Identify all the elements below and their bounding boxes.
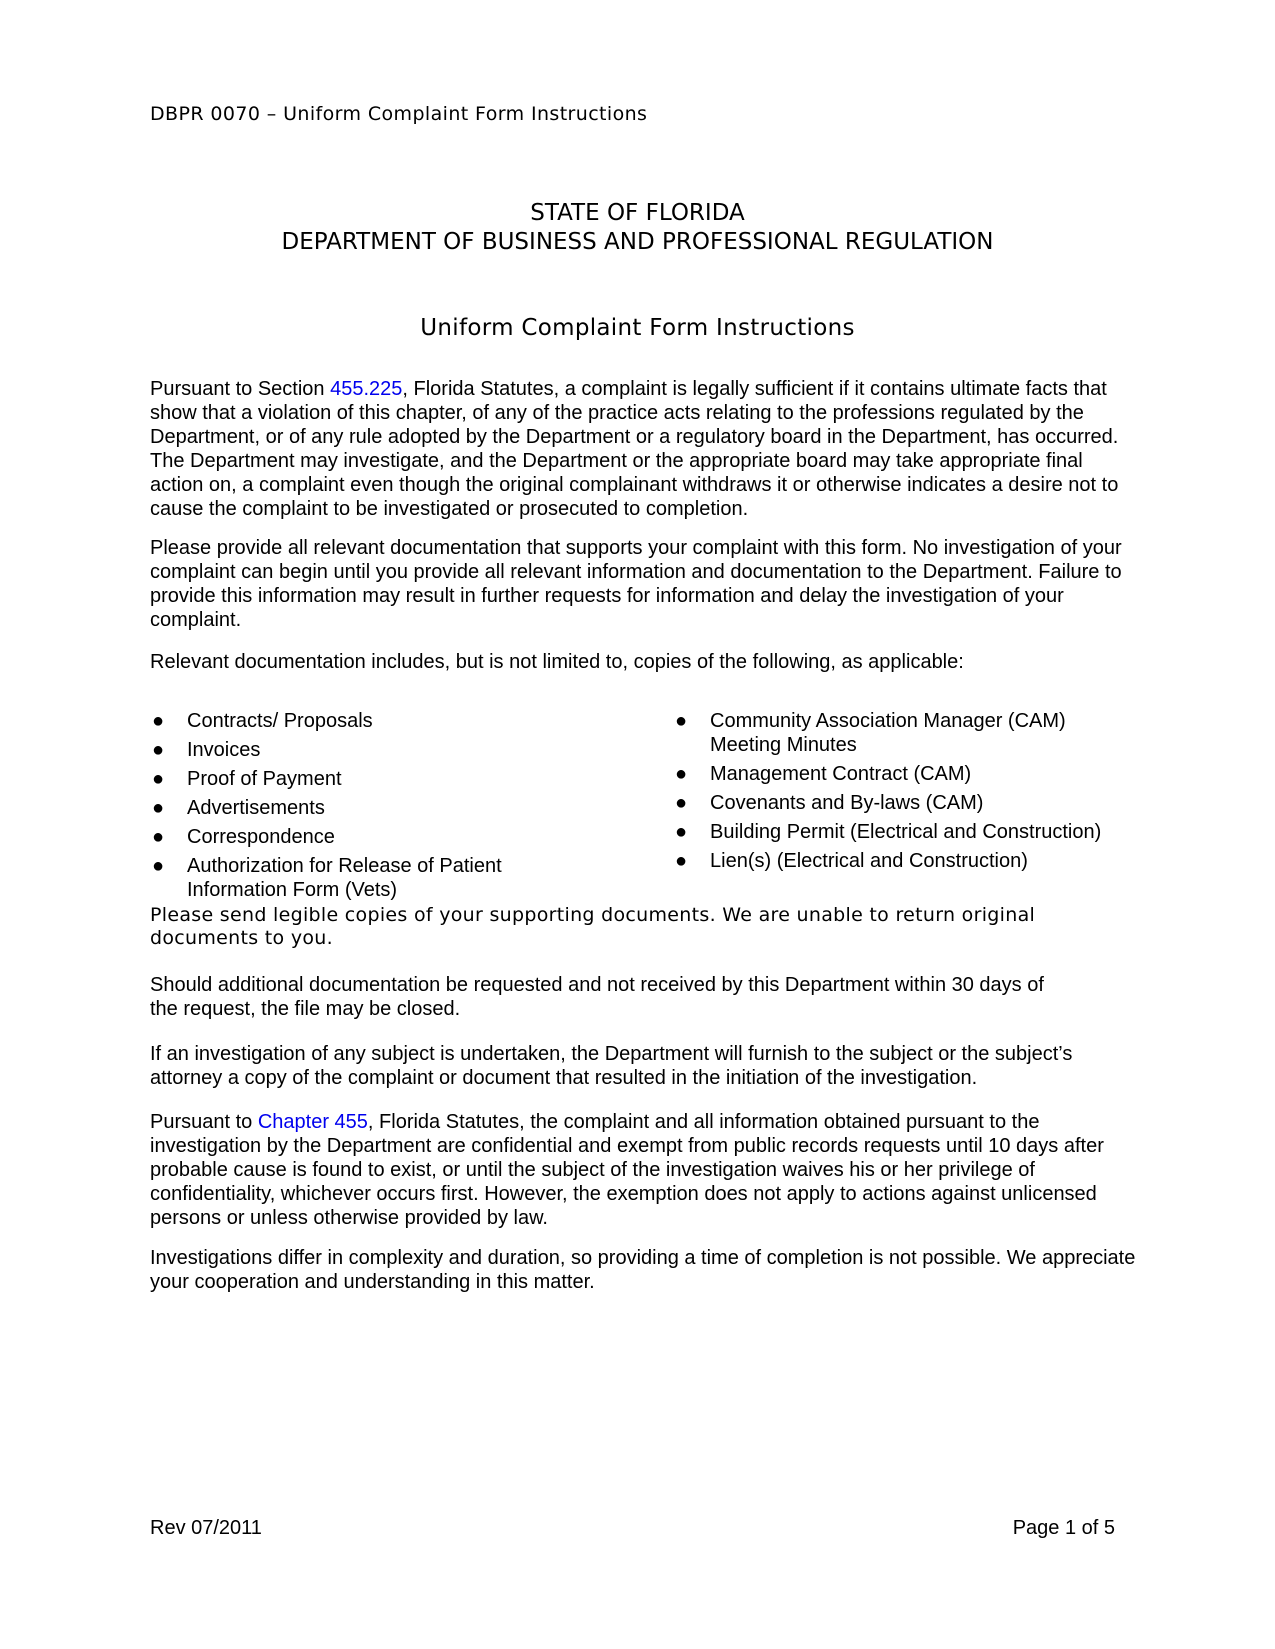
paragraph-completion-time: Investigations differ in complexity and duration, so providing a time of completion is not possible. We appreciate your cooperation and understanding in this matter.	[150, 1247, 1136, 1293]
bullet-icon: ●	[675, 792, 688, 814]
list-item: ● Advertisements	[152, 797, 325, 819]
list-item: ● Proof of Payment	[152, 768, 342, 790]
bullet-icon: ●	[675, 821, 688, 843]
form-identifier: DBPR 0070 – Uniform Complaint Form Instructions	[150, 103, 648, 125]
bullet-icon: ●	[152, 768, 165, 790]
paragraph-legal-sufficiency	[150, 377, 1140, 521]
bullet-icon: ●	[152, 826, 165, 848]
documentation-list-left	[150, 709, 550, 907]
list-item: ● Building Permit (Electrical and Construction)	[675, 821, 1102, 843]
bullet-icon: ●	[152, 710, 165, 732]
statute-455-225-link[interactable]: 455.225	[330, 378, 403, 400]
bullet-icon: ●	[152, 855, 165, 877]
revision-label: Rev 07/2011	[150, 1517, 262, 1539]
list-item: ● Contracts/ Proposals	[152, 710, 373, 732]
bullet-icon: ●	[152, 739, 165, 761]
bullet-icon: ●	[675, 710, 688, 732]
bullet-icon: ●	[675, 763, 688, 785]
department-heading: DEPARTMENT OF BUSINESS AND PROFESSIONAL REGULATION	[281, 229, 994, 255]
paragraph-investigation-notice: If an investigation of any subject is undertaken, the Department will furnish to the subject or the subject’s attorney a copy of the complaint or document that resulted in the initiation of the investigation.	[150, 1043, 1073, 1089]
state-heading: STATE OF FLORIDA	[530, 200, 745, 226]
list-item: ● Correspondence	[152, 826, 335, 848]
paragraph-confidentiality	[150, 1110, 1150, 1230]
page-number: Page 1 of 5	[1012, 1517, 1115, 1539]
paragraph-provide-documentation: Please provide all relevant documentation that supports your complaint with this form. No investigation of your complaint can begin until you provide all relevant information and documentation to the Department. Failure to provide this information may result in further requests for information and delay the investigation of your complaint.	[150, 537, 1122, 631]
list-item: ● Community Association Manager (CAM) Meeting Minutes	[675, 710, 1066, 756]
paragraph-relevant-docs-intro: Relevant documentation includes, but is not limited to, copies of the following, as applicable:	[150, 651, 964, 673]
list-item: ● Management Contract (CAM)	[675, 763, 972, 785]
paragraph-thirty-days: Should additional documentation be requested and not received by this Department within 30 days of the request, the file may be closed.	[150, 974, 1044, 1020]
p1-text-before: Pursuant to Section	[150, 378, 331, 400]
list-item: ● Covenants and By-laws (CAM)	[675, 792, 984, 814]
documentation-list-right	[673, 709, 1153, 878]
document-title: Uniform Complaint Form Instructions	[420, 315, 855, 341]
p7-text-before: Pursuant to	[150, 1111, 258, 1133]
p7-text-after: , Florida Statutes, the complaint and all information obtained pursuant to the investigation by the Department are confidential and exempt from public records requests until 10 days after probable cause is found to exist, or until the subject of the investigation waives his or her privilege of confidentiality, whichever occurs first. However, the exemption does not apply to actions against unlicensed persons or unless otherwise provided by law.	[150, 1111, 1104, 1229]
list-item: ● Authorization for Release of Patient Information Form (Vets)	[152, 855, 502, 901]
list-item: ● Invoices	[152, 739, 261, 761]
list-item: ● Lien(s) (Electrical and Construction)	[675, 850, 1028, 872]
paragraph-legible-copies: Please send legible copies of your supporting documents. We are unable to return original documents to you.	[150, 904, 1036, 949]
p1-text-after: , Florida Statutes, a complaint is legally sufficient if it contains ultimate facts that show that a violation of this chapter, of any of the practice acts relating to the professions regulated by the Department, or of any rule adopted by the Department or a regulatory board in the Department, has occurred. The Department may investigate, and the Department or the appropriate board may take appropriate final action on, a complaint even though the original complainant withdraws it or otherwise indicates a desire not to cause the complaint to be investigated or prosecuted to completion.	[150, 378, 1119, 520]
bullet-icon: ●	[675, 850, 688, 872]
bullet-icon: ●	[152, 797, 165, 819]
chapter-455-link[interactable]: Chapter 455	[257, 1111, 368, 1133]
